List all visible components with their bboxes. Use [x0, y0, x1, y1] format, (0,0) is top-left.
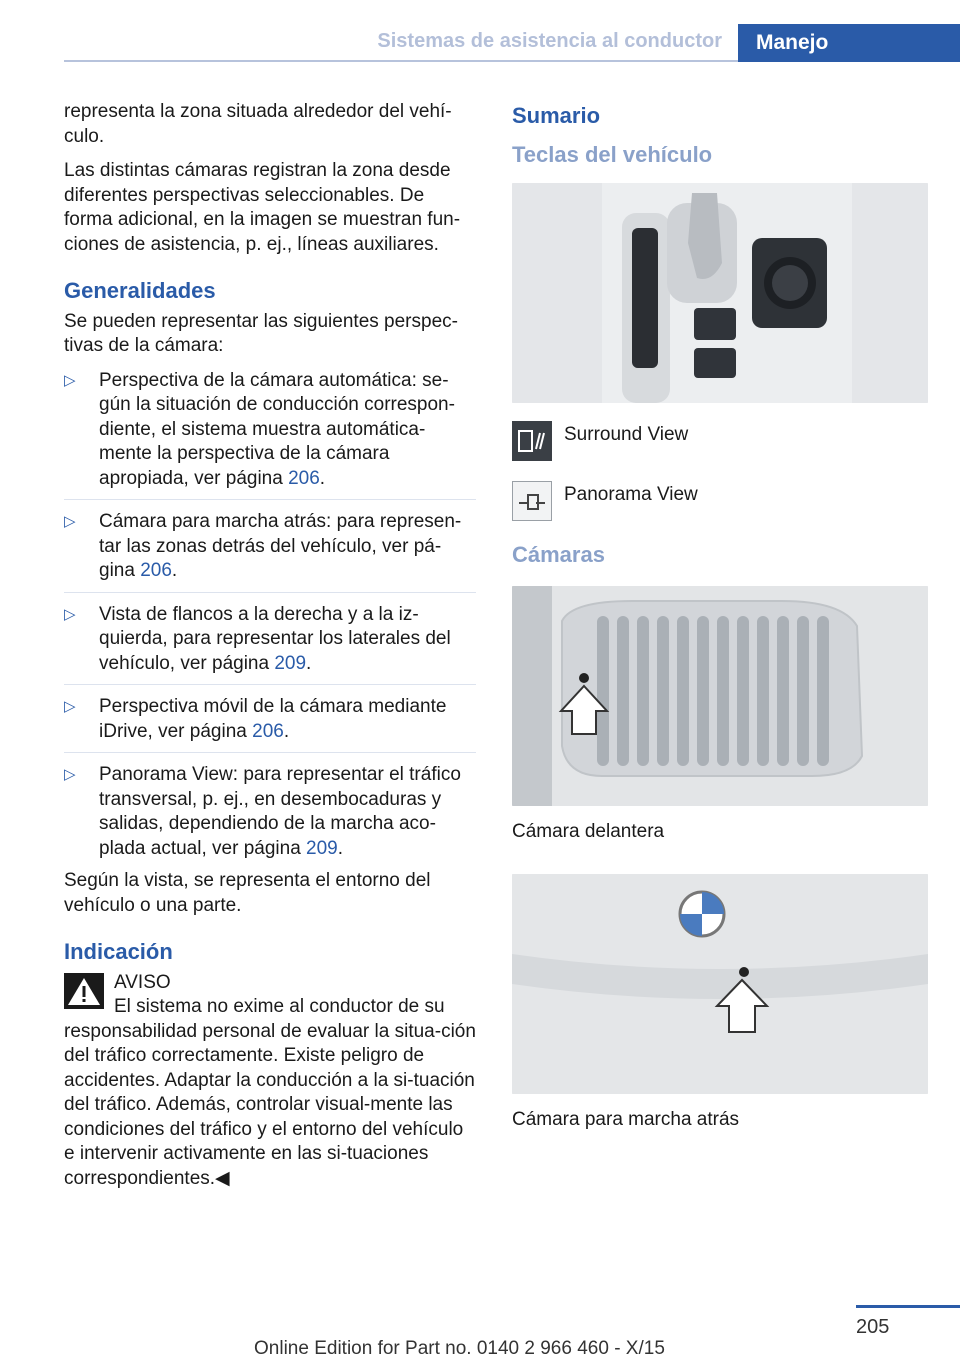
triangle-bullet-icon: ▷ [64, 371, 76, 389]
intro-paragraph-1: representa la zona situada alrededor del vehí-culo. [64, 101, 452, 147]
heading-indicacion: Indicación [64, 939, 173, 964]
edition-note: Online Edition for Part no. 0140 2 966 460 - X/15 [254, 1338, 665, 1359]
heading-teclas: Teclas del vehículo [512, 141, 713, 167]
left-column [64, 100, 476, 1191]
triangle-bullet-icon: ▷ [64, 513, 76, 530]
header-section-title: Sistemas de asistencia al conductor [377, 30, 722, 52]
vehicle-keys-photo [512, 183, 928, 403]
list-item: ▷ Panorama View: para representar el tráfico transversal, p. ej., en desembocaduras y salidas, dependiendo de la marcha aco-plada actual, ver página 209. [64, 764, 461, 859]
front-camera-photo [512, 586, 928, 806]
warning-text: El sistema no exime al conductor de su responsabilidad personal de evaluar la situa-ción del tráfico correctamente. Existe peligro de accidentes. Adaptar la conducción a la si-tuación del tráfico. Además, controlar visual-mente las condiciones del tráfico y el entorno del vehículo e intervenir activamente en las si-tuaciones correspondientes.◀ [64, 996, 476, 1189]
rear-camera-photo [512, 874, 928, 1094]
closing-paragraph: Según la vista, se representa el entorno del vehículo o una parte. [64, 870, 431, 916]
page-link[interactable]: 209 [306, 837, 338, 859]
list-item: ▷ Perspectiva móvil de la cámara mediante iDrive, ver página 206. [64, 695, 476, 753]
triangle-bullet-icon: ▷ [64, 766, 76, 783]
surround-view-key [512, 421, 928, 463]
page-number: 205 [856, 1316, 890, 1338]
list-item: ▷ Cámara para marcha atrás: para represen-tar las zonas detrás del vehículo, ver pá-gina 206. [64, 510, 476, 593]
triangle-bullet-icon: ▷ [64, 698, 76, 715]
warning-triangle-icon [64, 973, 104, 1009]
right-column [512, 100, 928, 1163]
heading-camaras: Cámaras [512, 542, 605, 567]
perspective-list [64, 369, 476, 866]
rear-camera-caption: Cámara para marcha atrás [512, 1109, 740, 1130]
surround-view-icon [512, 421, 552, 461]
panorama-view-label: Panorama View [564, 484, 698, 505]
triangle-bullet-icon: ▷ [64, 605, 76, 623]
page-link[interactable]: 206 [140, 560, 172, 581]
warning-block [64, 971, 476, 1192]
intro-paragraph-2: Las distintas cámaras registran la zona desde diferentes perspectivas seleccionables. De forma adicional, en la imagen se muestran fun-ciones de asistencia, p. ej., líneas auxiliares. [64, 160, 461, 255]
header-chapter-tab[interactable]: Manejo [738, 24, 960, 62]
general-intro: Se pueden representar las siguientes perspec-tivas de la cámara: [64, 310, 458, 356]
warning-title: AVISO [114, 971, 171, 993]
surround-view-label: Surround View [564, 424, 689, 445]
front-camera-caption: Cámara delantera [512, 820, 665, 842]
panorama-view-key [512, 481, 928, 523]
footer-rule [856, 1305, 960, 1308]
page-link[interactable]: 206 [252, 720, 284, 742]
page-link[interactable]: 209 [274, 652, 307, 674]
panorama-view-icon [512, 481, 552, 521]
heading-generalidades: Generalidades [64, 278, 216, 303]
list-item: ▷ Vista de flancos a la derecha y a la iz-quierda, para representar los laterales del vehículo, ver página 209. [64, 603, 476, 686]
page-link[interactable]: 206 [288, 467, 320, 489]
list-item: ▷ Perspectiva de la cámara automática: se-gún la situación de conducción correspon-diente, el sistema muestra automática-mente la perspectiva de la cámara apropiada, ver página 206. [64, 369, 476, 501]
heading-sumario: Sumario [512, 103, 601, 128]
